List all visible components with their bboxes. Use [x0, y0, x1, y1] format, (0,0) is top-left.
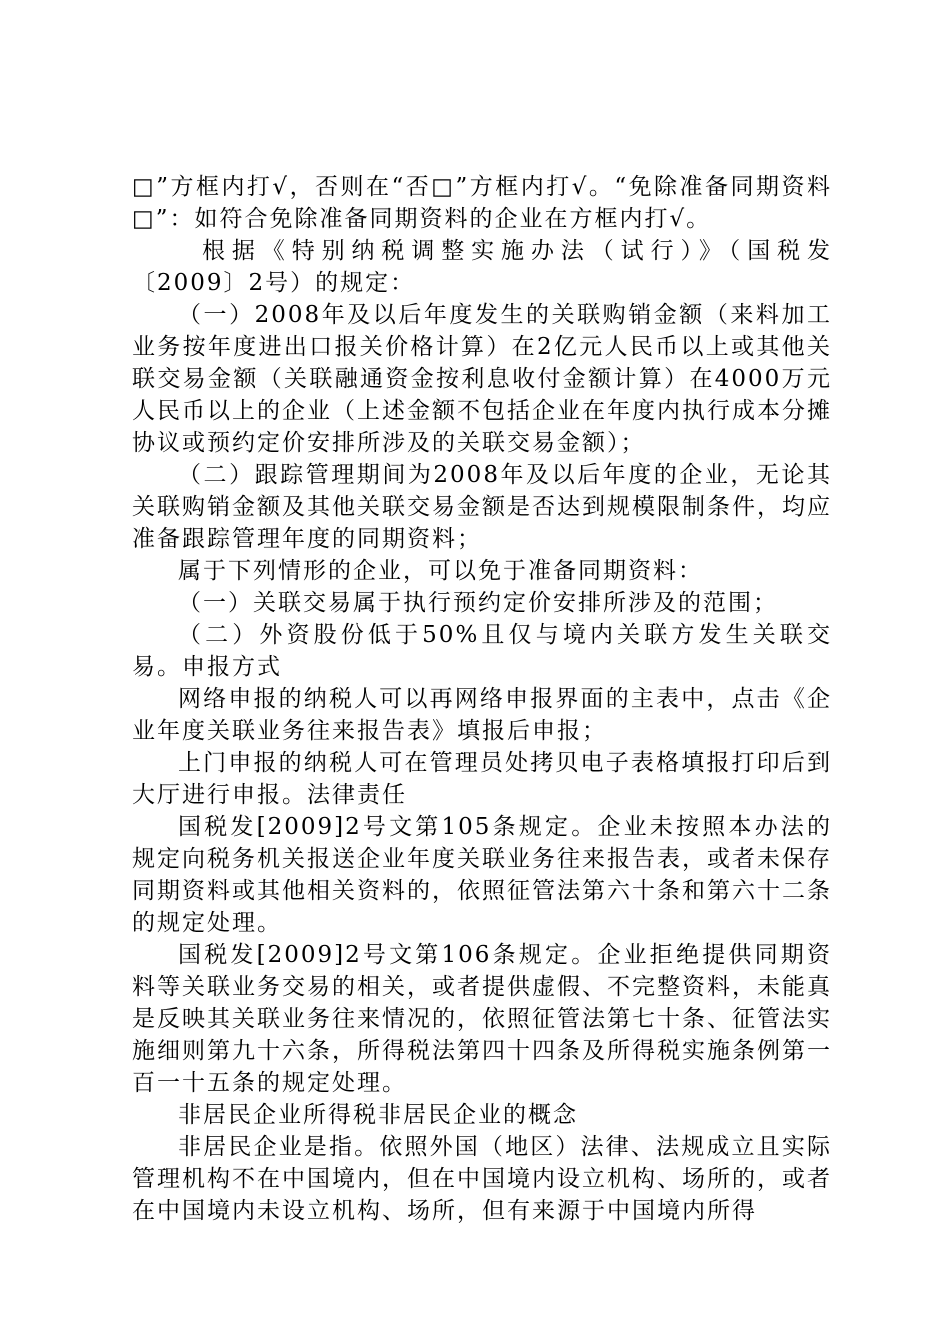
paragraph-checkbox-instructions: □”方框内打√，否则在“否□”方框内打√。“免除准备同期资料□”：如符合免除准备同期资料的企业在方框内打√。 — [132, 174, 832, 232]
paragraph-exemption-two: （二）外资股份低于50%且仅与境内关联方发生关联交易。申报方式 — [132, 622, 832, 680]
paragraph-exemption-intro: 属于下列情形的企业，可以免于准备同期资料： — [178, 558, 703, 584]
paragraph-condition-two: （二）跟踪管理期间为2008年及以后年度的企业，无论其关联购销金额及其他关联交易金额是否达到规模限制条件，均应准备跟踪管理年度的同期资料； — [132, 462, 832, 552]
paragraph-regulation-basis: 根据《特别纳税调整实施办法（试行）》（国税发〔2009〕2号）的规定： — [132, 238, 832, 296]
paragraph-article-105: 国税发[2009]2号文第105条规定。企业未按照本办法的规定向税务机关报送企业年度关联业务往来报告表，或者未保存同期资料或其他相关资料的，依照征管法第六十条和第六十二条的规定处理。 — [132, 814, 832, 936]
document-body — [132, 171, 832, 1227]
paragraph-onsite-filing: 上门申报的纳税人可在管理员处拷贝电子表格填报打印后到大厅进行申报。法律责任 — [132, 750, 832, 808]
section-heading-nonresident: 非居民企业所得税非居民企业的概念 — [178, 1102, 578, 1128]
paragraph-online-filing: 网络申报的纳税人可以再网络申报界面的主表中，点击《企业年度关联业务往来报告表》填报后申报； — [132, 686, 832, 744]
paragraph-nonresident-definition: 非居民企业是指。依照外国（地区）法律、法规成立且实际管理机构不在中国境内，但在中国境内设立机构、场所的，或者在中国境内未设立机构、场所，但有来源于中国境内所得 — [132, 1134, 832, 1224]
paragraph-condition-one: （一）2008年及以后年度发生的关联购销金额（来料加工业务按年度进出口报关价格计算）在2亿元人民币以上或其他关联交易金额（关联融通资金按利息收付金额计算）在4000万元人民币以上的企业（上述金额不包括企业在年度内执行成本分摊协议或预约定价安排所涉及的关联交易金额）； — [132, 302, 832, 456]
paragraph-exemption-one: （一）关联交易属于执行预约定价安排所涉及的范围； — [178, 590, 778, 616]
paragraph-article-106: 国税发[2009]2号文第106条规定。企业拒绝提供同期资料等关联业务交易的相关，或者提供虚假、不完整资料，未能真是反映其关联业务往来情况的，依照征管法第七十条、征管法实施细则第九十六条，所得税法第四十四条及所得税实施条例第一百一十五条的规定处理。 — [132, 942, 832, 1096]
